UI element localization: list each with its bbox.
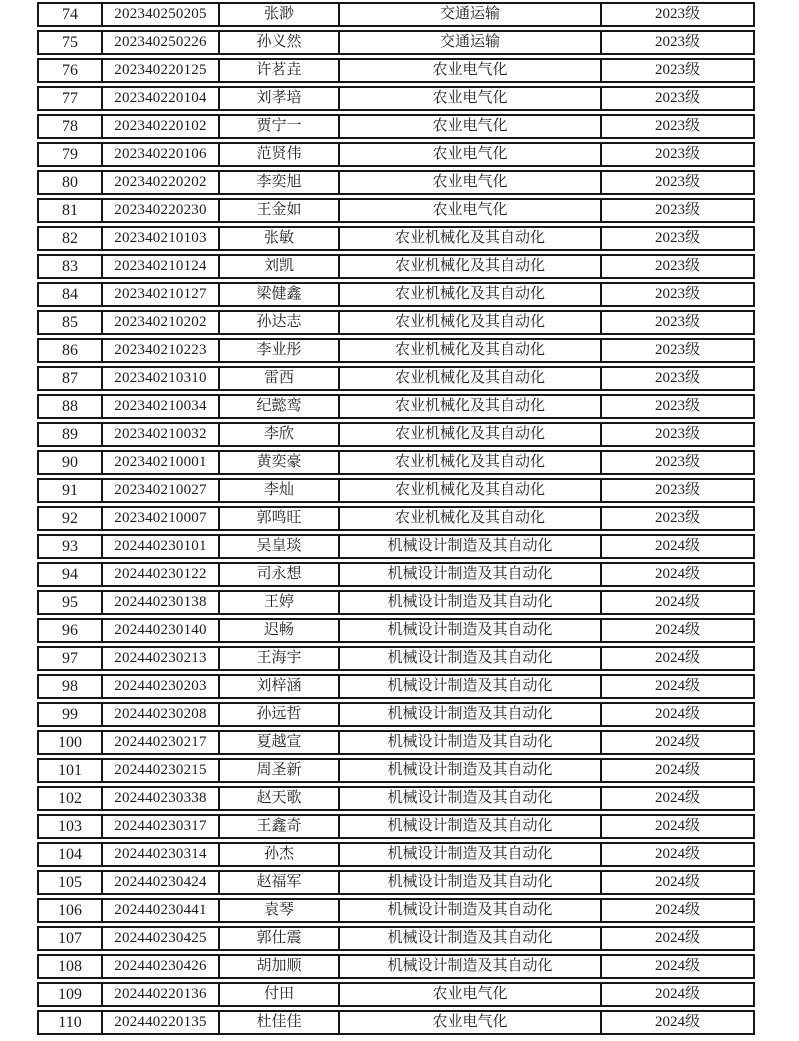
grade-cell: 2024级 bbox=[600, 732, 753, 753]
grade-cell: 2024级 bbox=[600, 872, 753, 893]
row-number-cell: 110 bbox=[58, 1013, 82, 1031]
grade-cell: 2023级 bbox=[600, 508, 753, 529]
grade-cell: 2023级 bbox=[600, 228, 753, 249]
grade-cell: 2024级 bbox=[600, 676, 753, 697]
row-number-cell: 78 bbox=[62, 117, 78, 135]
student-id-cell: 202440230208 bbox=[101, 704, 218, 725]
student-id-cell: 202440230426 bbox=[101, 956, 218, 977]
student-name-cell: 范贤伟 bbox=[218, 144, 338, 165]
row-number-cell: 102 bbox=[58, 789, 82, 807]
table-row bbox=[37, 142, 755, 167]
major-cell: 农业机械化及其自动化 bbox=[338, 312, 600, 333]
table-row bbox=[37, 590, 755, 615]
student-id-cell: 202340220102 bbox=[101, 116, 218, 137]
student-id-cell: 202440230425 bbox=[101, 928, 218, 949]
major-cell: 农业电气化 bbox=[338, 144, 600, 165]
grade-cell: 2023级 bbox=[600, 480, 753, 501]
major-cell: 农业电气化 bbox=[338, 1012, 600, 1033]
grade-cell: 2023级 bbox=[600, 60, 753, 81]
major-cell: 农业电气化 bbox=[338, 172, 600, 193]
student-name-cell: 赵天歌 bbox=[218, 788, 338, 809]
student-name-cell: 王金如 bbox=[218, 200, 338, 221]
major-cell: 机械设计制造及其自动化 bbox=[338, 760, 600, 781]
student-name-cell: 郭仕震 bbox=[218, 928, 338, 949]
row-number-cell: 107 bbox=[58, 929, 82, 947]
major-cell: 农业电气化 bbox=[338, 200, 600, 221]
student-name-cell: 纪懿鸾 bbox=[218, 396, 338, 417]
major-cell: 农业机械化及其自动化 bbox=[338, 228, 600, 249]
grade-cell: 2023级 bbox=[600, 144, 753, 165]
major-cell: 机械设计制造及其自动化 bbox=[338, 704, 600, 725]
grade-cell: 2023级 bbox=[600, 312, 753, 333]
major-cell: 机械设计制造及其自动化 bbox=[338, 732, 600, 753]
row-number-cell: 92 bbox=[62, 509, 78, 527]
student-id-cell: 202440230338 bbox=[101, 788, 218, 809]
table-row bbox=[37, 338, 755, 363]
major-cell: 机械设计制造及其自动化 bbox=[338, 928, 600, 949]
row-number-cell: 90 bbox=[62, 453, 78, 471]
student-name-cell: 吴皇琰 bbox=[218, 536, 338, 557]
grade-cell: 2024级 bbox=[600, 844, 753, 865]
student-name-cell: 付田 bbox=[218, 984, 338, 1005]
table-row bbox=[37, 842, 755, 867]
student-name-cell: 刘凯 bbox=[218, 256, 338, 277]
grade-cell: 2024级 bbox=[600, 984, 753, 1005]
major-cell: 机械设计制造及其自动化 bbox=[338, 844, 600, 865]
row-number-cell: 83 bbox=[62, 257, 78, 275]
student-id-cell: 202340220202 bbox=[101, 172, 218, 193]
row-number-cell: 88 bbox=[62, 397, 78, 415]
row-number-cell: 74 bbox=[62, 5, 78, 23]
row-number-cell: 93 bbox=[62, 537, 78, 555]
grade-cell: 2023级 bbox=[600, 88, 753, 109]
student-name-cell: 李灿 bbox=[218, 480, 338, 501]
row-number-cell: 89 bbox=[62, 425, 78, 443]
major-cell: 机械设计制造及其自动化 bbox=[338, 872, 600, 893]
grade-cell: 2023级 bbox=[600, 452, 753, 473]
student-id-cell: 202340250205 bbox=[101, 4, 218, 25]
table-row bbox=[37, 506, 755, 531]
student-id-cell: 202340210202 bbox=[101, 312, 218, 333]
student-name-cell: 许茗垚 bbox=[218, 60, 338, 81]
row-number-cell: 99 bbox=[62, 705, 78, 723]
grade-cell: 2023级 bbox=[600, 396, 753, 417]
student-id-cell: 202440220136 bbox=[101, 984, 218, 1005]
student-id-cell: 202440230317 bbox=[101, 816, 218, 837]
student-name-cell: 李奕旭 bbox=[218, 172, 338, 193]
major-cell: 机械设计制造及其自动化 bbox=[338, 648, 600, 669]
student-name-cell: 张敏 bbox=[218, 228, 338, 249]
student-name-cell: 李欣 bbox=[218, 424, 338, 445]
grade-cell: 2023级 bbox=[600, 32, 753, 53]
table-row bbox=[37, 674, 755, 699]
table-row bbox=[37, 394, 755, 419]
table-row bbox=[37, 282, 755, 307]
grade-cell: 2024级 bbox=[600, 956, 753, 977]
table-row bbox=[37, 86, 755, 111]
major-cell: 农业机械化及其自动化 bbox=[338, 396, 600, 417]
table-row bbox=[37, 58, 755, 83]
major-cell: 农业电气化 bbox=[338, 116, 600, 137]
student-name-cell: 赵福军 bbox=[218, 872, 338, 893]
major-cell: 农业电气化 bbox=[338, 60, 600, 81]
grade-cell: 2024级 bbox=[600, 760, 753, 781]
student-name-cell: 胡加顺 bbox=[218, 956, 338, 977]
row-number-cell: 81 bbox=[62, 201, 78, 219]
row-number-cell: 97 bbox=[62, 649, 78, 667]
student-id-cell: 202340220106 bbox=[101, 144, 218, 165]
student-id-cell: 202340210027 bbox=[101, 480, 218, 501]
table-row bbox=[37, 562, 755, 587]
table-row bbox=[37, 422, 755, 447]
student-name-cell: 孙达志 bbox=[218, 312, 338, 333]
grade-cell: 2023级 bbox=[600, 256, 753, 277]
grade-cell: 2024级 bbox=[600, 592, 753, 613]
row-number-cell: 94 bbox=[62, 565, 78, 583]
major-cell: 机械设计制造及其自动化 bbox=[338, 592, 600, 613]
major-cell: 机械设计制造及其自动化 bbox=[338, 956, 600, 977]
table-row bbox=[37, 534, 755, 559]
row-number-cell: 91 bbox=[62, 481, 78, 499]
student-id-cell: 202440230140 bbox=[101, 620, 218, 641]
student-name-cell: 司永想 bbox=[218, 564, 338, 585]
grade-cell: 2024级 bbox=[600, 928, 753, 949]
grade-cell: 2023级 bbox=[600, 340, 753, 361]
student-name-cell: 梁健鑫 bbox=[218, 284, 338, 305]
major-cell: 机械设计制造及其自动化 bbox=[338, 816, 600, 837]
major-cell: 农业机械化及其自动化 bbox=[338, 424, 600, 445]
row-number-cell: 86 bbox=[62, 341, 78, 359]
student-table bbox=[37, 2, 755, 1038]
row-number-cell: 77 bbox=[62, 89, 78, 107]
student-name-cell: 张渺 bbox=[218, 4, 338, 25]
student-id-cell: 202340210007 bbox=[101, 508, 218, 529]
student-name-cell: 孙远哲 bbox=[218, 704, 338, 725]
grade-cell: 2024级 bbox=[600, 816, 753, 837]
student-id-cell: 202440230101 bbox=[101, 536, 218, 557]
student-name-cell: 刘孝培 bbox=[218, 88, 338, 109]
student-name-cell: 郭鸣旺 bbox=[218, 508, 338, 529]
major-cell: 机械设计制造及其自动化 bbox=[338, 676, 600, 697]
row-number-cell: 85 bbox=[62, 313, 78, 331]
student-name-cell: 周圣新 bbox=[218, 760, 338, 781]
student-id-cell: 202340220230 bbox=[101, 200, 218, 221]
table-row bbox=[37, 170, 755, 195]
table-row bbox=[37, 366, 755, 391]
student-id-cell: 202440230213 bbox=[101, 648, 218, 669]
student-name-cell: 黄奕豪 bbox=[218, 452, 338, 473]
table-row bbox=[37, 618, 755, 643]
student-id-cell: 202440230215 bbox=[101, 760, 218, 781]
student-name-cell: 王鑫奇 bbox=[218, 816, 338, 837]
table-row bbox=[37, 114, 755, 139]
row-number-cell: 105 bbox=[58, 873, 82, 891]
table-row bbox=[37, 898, 755, 923]
major-cell: 农业电气化 bbox=[338, 984, 600, 1005]
grade-cell: 2023级 bbox=[600, 284, 753, 305]
major-cell: 机械设计制造及其自动化 bbox=[338, 788, 600, 809]
student-name-cell: 迟畅 bbox=[218, 620, 338, 641]
student-id-cell: 202340210127 bbox=[101, 284, 218, 305]
row-number-cell: 76 bbox=[62, 61, 78, 79]
student-id-cell: 202440230203 bbox=[101, 676, 218, 697]
row-number-cell: 103 bbox=[58, 817, 82, 835]
major-cell: 机械设计制造及其自动化 bbox=[338, 564, 600, 585]
student-id-cell: 202440230424 bbox=[101, 872, 218, 893]
grade-cell: 2023级 bbox=[600, 116, 753, 137]
student-id-cell: 202440230441 bbox=[101, 900, 218, 921]
grade-cell: 2023级 bbox=[600, 4, 753, 25]
grade-cell: 2023级 bbox=[600, 424, 753, 445]
student-id-cell: 202340220125 bbox=[101, 60, 218, 81]
grade-cell: 2024级 bbox=[600, 620, 753, 641]
student-id-cell: 202440220135 bbox=[101, 1012, 218, 1033]
student-id-cell: 202340210001 bbox=[101, 452, 218, 473]
table-row bbox=[37, 814, 755, 839]
major-cell: 农业机械化及其自动化 bbox=[338, 284, 600, 305]
table-row bbox=[37, 786, 755, 811]
row-number-cell: 109 bbox=[58, 985, 82, 1003]
major-cell: 机械设计制造及其自动化 bbox=[338, 900, 600, 921]
major-cell: 机械设计制造及其自动化 bbox=[338, 536, 600, 557]
table-row bbox=[37, 450, 755, 475]
student-id-cell: 202340210223 bbox=[101, 340, 218, 361]
major-cell: 农业机械化及其自动化 bbox=[338, 508, 600, 529]
student-name-cell: 孙杰 bbox=[218, 844, 338, 865]
grade-cell: 2024级 bbox=[600, 788, 753, 809]
major-cell: 农业机械化及其自动化 bbox=[338, 452, 600, 473]
grade-cell: 2024级 bbox=[600, 704, 753, 725]
table-row bbox=[37, 982, 755, 1007]
grade-cell: 2023级 bbox=[600, 200, 753, 221]
table-row bbox=[37, 1010, 755, 1035]
row-number-cell: 96 bbox=[62, 621, 78, 639]
student-id-cell: 202340250226 bbox=[101, 32, 218, 53]
grade-cell: 2023级 bbox=[600, 172, 753, 193]
student-name-cell: 王海宇 bbox=[218, 648, 338, 669]
table-row bbox=[37, 758, 755, 783]
row-number-cell: 84 bbox=[62, 285, 78, 303]
student-name-cell: 刘梓涵 bbox=[218, 676, 338, 697]
grade-cell: 2024级 bbox=[600, 900, 753, 921]
row-number-cell: 104 bbox=[58, 845, 82, 863]
major-cell: 交通运输 bbox=[338, 32, 600, 53]
table-row bbox=[37, 254, 755, 279]
student-id-cell: 202340210034 bbox=[101, 396, 218, 417]
major-cell: 农业电气化 bbox=[338, 88, 600, 109]
student-id-cell: 202440230138 bbox=[101, 592, 218, 613]
table-row bbox=[37, 310, 755, 335]
student-id-cell: 202440230122 bbox=[101, 564, 218, 585]
row-number-cell: 95 bbox=[62, 593, 78, 611]
student-id-cell: 202440230314 bbox=[101, 844, 218, 865]
table-row bbox=[37, 954, 755, 979]
table-row bbox=[37, 226, 755, 251]
major-cell: 农业机械化及其自动化 bbox=[338, 256, 600, 277]
grade-cell: 2024级 bbox=[600, 536, 753, 557]
table-row bbox=[37, 702, 755, 727]
grade-cell: 2024级 bbox=[600, 648, 753, 669]
major-cell: 交通运输 bbox=[338, 4, 600, 25]
table-row bbox=[37, 870, 755, 895]
row-number-cell: 80 bbox=[62, 173, 78, 191]
table-row bbox=[37, 926, 755, 951]
student-id-cell: 202340220104 bbox=[101, 88, 218, 109]
row-number-cell: 106 bbox=[58, 901, 82, 919]
student-id-cell: 202340210310 bbox=[101, 368, 218, 389]
table-row bbox=[37, 30, 755, 55]
row-number-cell: 79 bbox=[62, 145, 78, 163]
row-number-cell: 75 bbox=[62, 33, 78, 51]
grade-cell: 2024级 bbox=[600, 1012, 753, 1033]
table-row bbox=[37, 2, 755, 27]
student-name-cell: 夏越宣 bbox=[218, 732, 338, 753]
major-cell: 农业机械化及其自动化 bbox=[338, 368, 600, 389]
student-id-cell: 202440230217 bbox=[101, 732, 218, 753]
student-name-cell: 王婷 bbox=[218, 592, 338, 613]
student-name-cell: 贾宁一 bbox=[218, 116, 338, 137]
student-name-cell: 雷西 bbox=[218, 368, 338, 389]
student-name-cell: 孙义然 bbox=[218, 32, 338, 53]
table-row bbox=[37, 478, 755, 503]
table-row bbox=[37, 730, 755, 755]
row-number-cell: 108 bbox=[58, 957, 82, 975]
grade-cell: 2024级 bbox=[600, 564, 753, 585]
student-id-cell: 202340210103 bbox=[101, 228, 218, 249]
row-number-cell: 98 bbox=[62, 677, 78, 695]
row-number-cell: 87 bbox=[62, 369, 78, 387]
major-cell: 机械设计制造及其自动化 bbox=[338, 620, 600, 641]
student-id-cell: 202340210032 bbox=[101, 424, 218, 445]
major-cell: 农业机械化及其自动化 bbox=[338, 340, 600, 361]
student-id-cell: 202340210124 bbox=[101, 256, 218, 277]
major-cell: 农业机械化及其自动化 bbox=[338, 480, 600, 501]
row-number-cell: 101 bbox=[58, 761, 82, 779]
row-number-cell: 82 bbox=[62, 229, 78, 247]
grade-cell: 2023级 bbox=[600, 368, 753, 389]
student-name-cell: 李业彤 bbox=[218, 340, 338, 361]
student-name-cell: 袁琴 bbox=[218, 900, 338, 921]
table-row bbox=[37, 646, 755, 671]
table-row bbox=[37, 198, 755, 223]
student-name-cell: 杜佳佳 bbox=[218, 1012, 338, 1033]
row-number-cell: 100 bbox=[58, 733, 82, 751]
